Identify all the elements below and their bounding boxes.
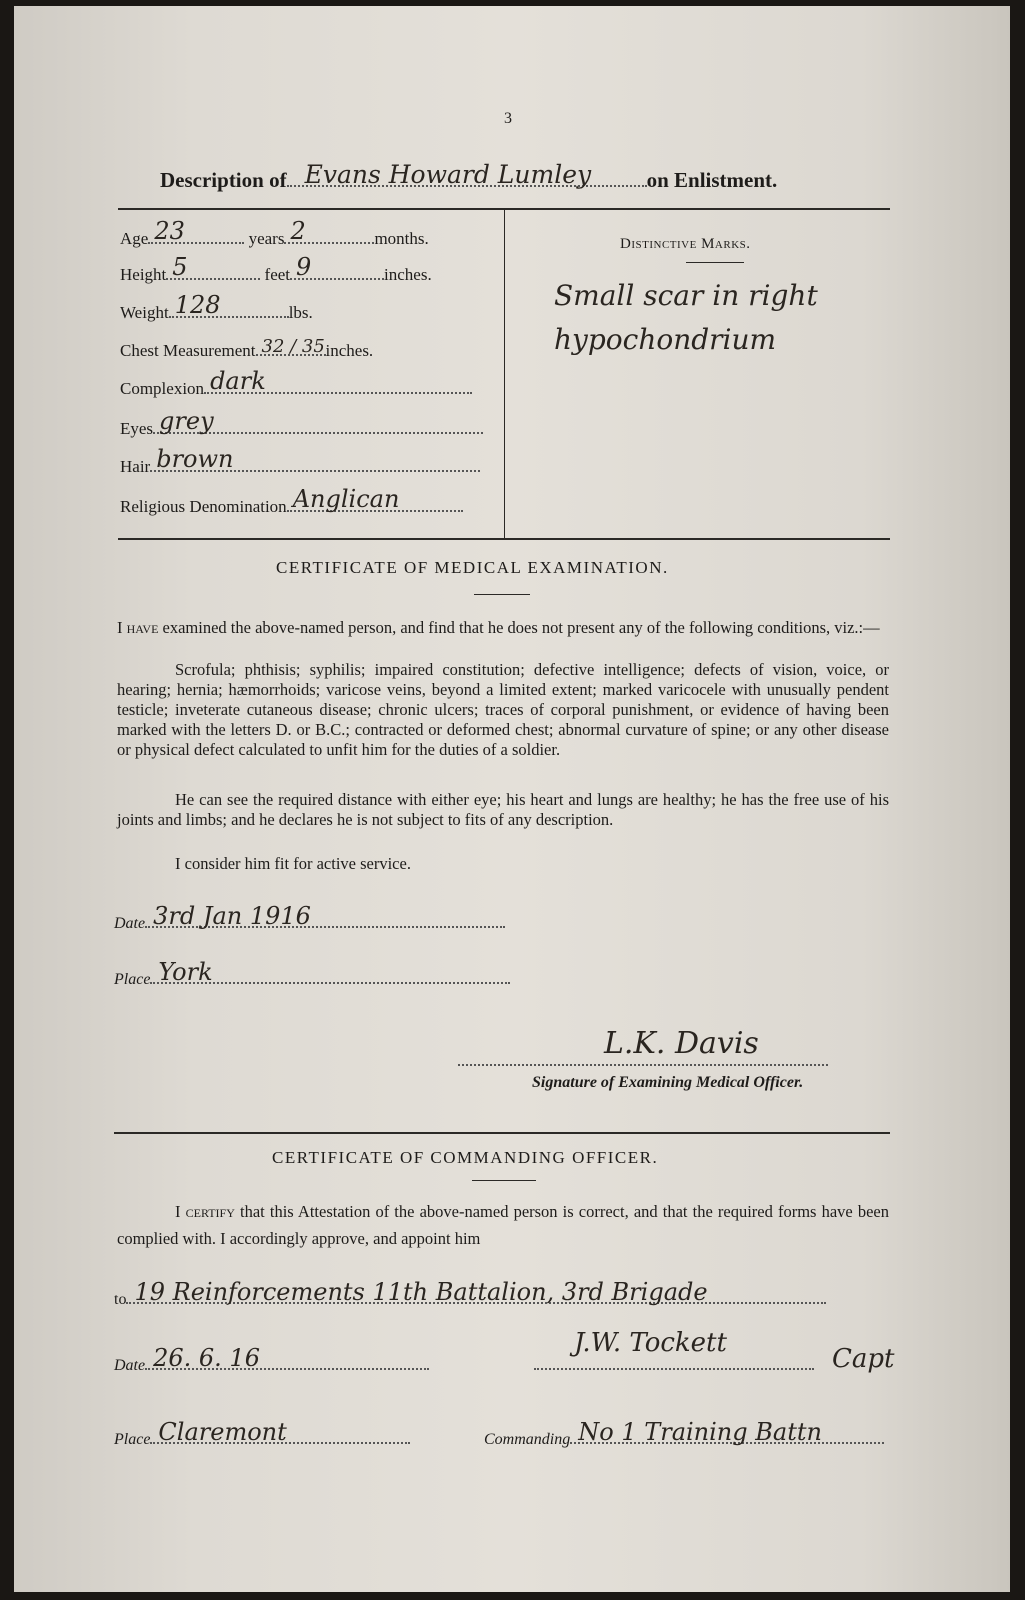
medical-date-value: 3rd Jan 1916 bbox=[153, 902, 311, 930]
page-number: 3 bbox=[504, 110, 512, 127]
commanding-date-value: 26. 6. 16 bbox=[153, 1344, 260, 1372]
commanding-date-field: Date 26. 6. 16 bbox=[114, 1354, 429, 1375]
description-prefix: Description of bbox=[160, 168, 287, 192]
distinctive-rule bbox=[686, 262, 744, 263]
document-page bbox=[14, 6, 1010, 1592]
age-years: 23 bbox=[154, 217, 185, 245]
column-divider bbox=[504, 210, 505, 540]
commanding-place-field: Place Claremont bbox=[114, 1428, 410, 1449]
medical-place-field: Place York bbox=[114, 968, 510, 989]
commanding-signature-line bbox=[534, 1368, 814, 1370]
eyes-field: Eyes grey bbox=[120, 418, 483, 439]
weight-value: 128 bbox=[174, 291, 221, 319]
commanding-rank: Capt bbox=[832, 1344, 895, 1374]
medical-intro: I have examined the above-named person, and find that he does not present any of the following conditions, viz.:— bbox=[117, 618, 880, 637]
religion-value: Anglican bbox=[292, 485, 400, 513]
eyes-value: grey bbox=[159, 407, 214, 435]
height-feet: 5 bbox=[172, 253, 188, 281]
age-months: 2 bbox=[290, 217, 306, 245]
distinctive-marks-text: Small scar in right hypochondrium bbox=[554, 279, 818, 356]
chest-value: 32 / 35 bbox=[261, 336, 325, 357]
commanding-heading-rule bbox=[472, 1180, 536, 1181]
medical-place-value: York bbox=[158, 958, 213, 986]
distinctive-marks-heading: Distinctive Marks. bbox=[620, 236, 751, 252]
medical-fit-statement: I consider him fit for active service. bbox=[175, 854, 411, 873]
medical-eyesight: He can see the required distance with either eye; his heart and lungs are healthy; he has the free use of his joints and limbs; and he declares he is not subject to fits of any description. bbox=[117, 790, 889, 829]
medical-heading-rule bbox=[474, 594, 530, 595]
commanding-certificate-heading: CERTIFICATE OF COMMANDING OFFICER. bbox=[272, 1148, 659, 1167]
height-field: Height 5 feet 9 inches. bbox=[120, 253, 432, 284]
medical-certificate-heading: CERTIFICATE OF MEDICAL EXAMINATION. bbox=[276, 558, 669, 577]
hair-field: Hair brown bbox=[120, 456, 480, 477]
medical-signature: L.K. Davis bbox=[604, 1026, 759, 1061]
religion-field: Religious Denomination Anglican bbox=[120, 496, 463, 517]
medical-signature-caption: Signature of Examining Medical Officer. bbox=[532, 1074, 804, 1091]
commanding-statement: I certify that this Attestation of the above-named person is correct, and that the required forms have been complied with. I accordingly approve, and appoint him bbox=[117, 1202, 890, 1248]
age-field: Age 23 years 2 months. bbox=[120, 217, 429, 248]
height-inches: 9 bbox=[296, 253, 312, 281]
commanding-unit-value: No 1 Training Battn bbox=[578, 1418, 822, 1446]
medical-signature-line bbox=[458, 1064, 828, 1066]
complexion-value: dark bbox=[210, 367, 266, 395]
medical-conditions: Scrofula; phthisis; syphilis; impaired constitution; defective intelligence; defects of vision, voice, or hearing; hernia; hæmorrhoids; varicose veins, beyond a limited extent; marked varicocele with unusually pendent testicle; inveterate cutaneous disease; chronic ulcers; traces of corporal punishment, or evidence of having been marked with the letters D. or B.C.; contracted or deformed chest; abnormal curvature of spine; or any other disease or physical defect calculated to unfit him for the duties of a soldier. bbox=[117, 660, 889, 759]
commanding-unit-field: Commanding No 1 Training Battn bbox=[484, 1428, 884, 1449]
commanding-signature: J.W. Tockett bbox=[574, 1328, 727, 1358]
commanding-place-value: Claremont bbox=[158, 1418, 287, 1446]
appoint-to-value: 19 Reinforcements 11th Battalion, 3rd Brigade bbox=[134, 1278, 708, 1306]
soldier-name: Evans Howard Lumley bbox=[304, 160, 592, 189]
medical-date-field: Date 3rd Jan 1916 bbox=[114, 912, 505, 933]
description-bottom-rule bbox=[118, 538, 890, 540]
weight-field: Weight 128 lbs. bbox=[120, 291, 313, 322]
complexion-field: Complexion dark bbox=[120, 378, 472, 399]
description-suffix: on Enlistment. bbox=[646, 168, 778, 192]
commanding-top-rule bbox=[114, 1132, 890, 1134]
chest-field: Chest Measurement 32 / 35 inches. bbox=[120, 336, 374, 360]
appoint-to-field: to 19 Reinforcements 11th Battalion, 3rd Brigade bbox=[114, 1288, 826, 1309]
hair-value: brown bbox=[156, 445, 234, 473]
description-title bbox=[160, 160, 778, 193]
